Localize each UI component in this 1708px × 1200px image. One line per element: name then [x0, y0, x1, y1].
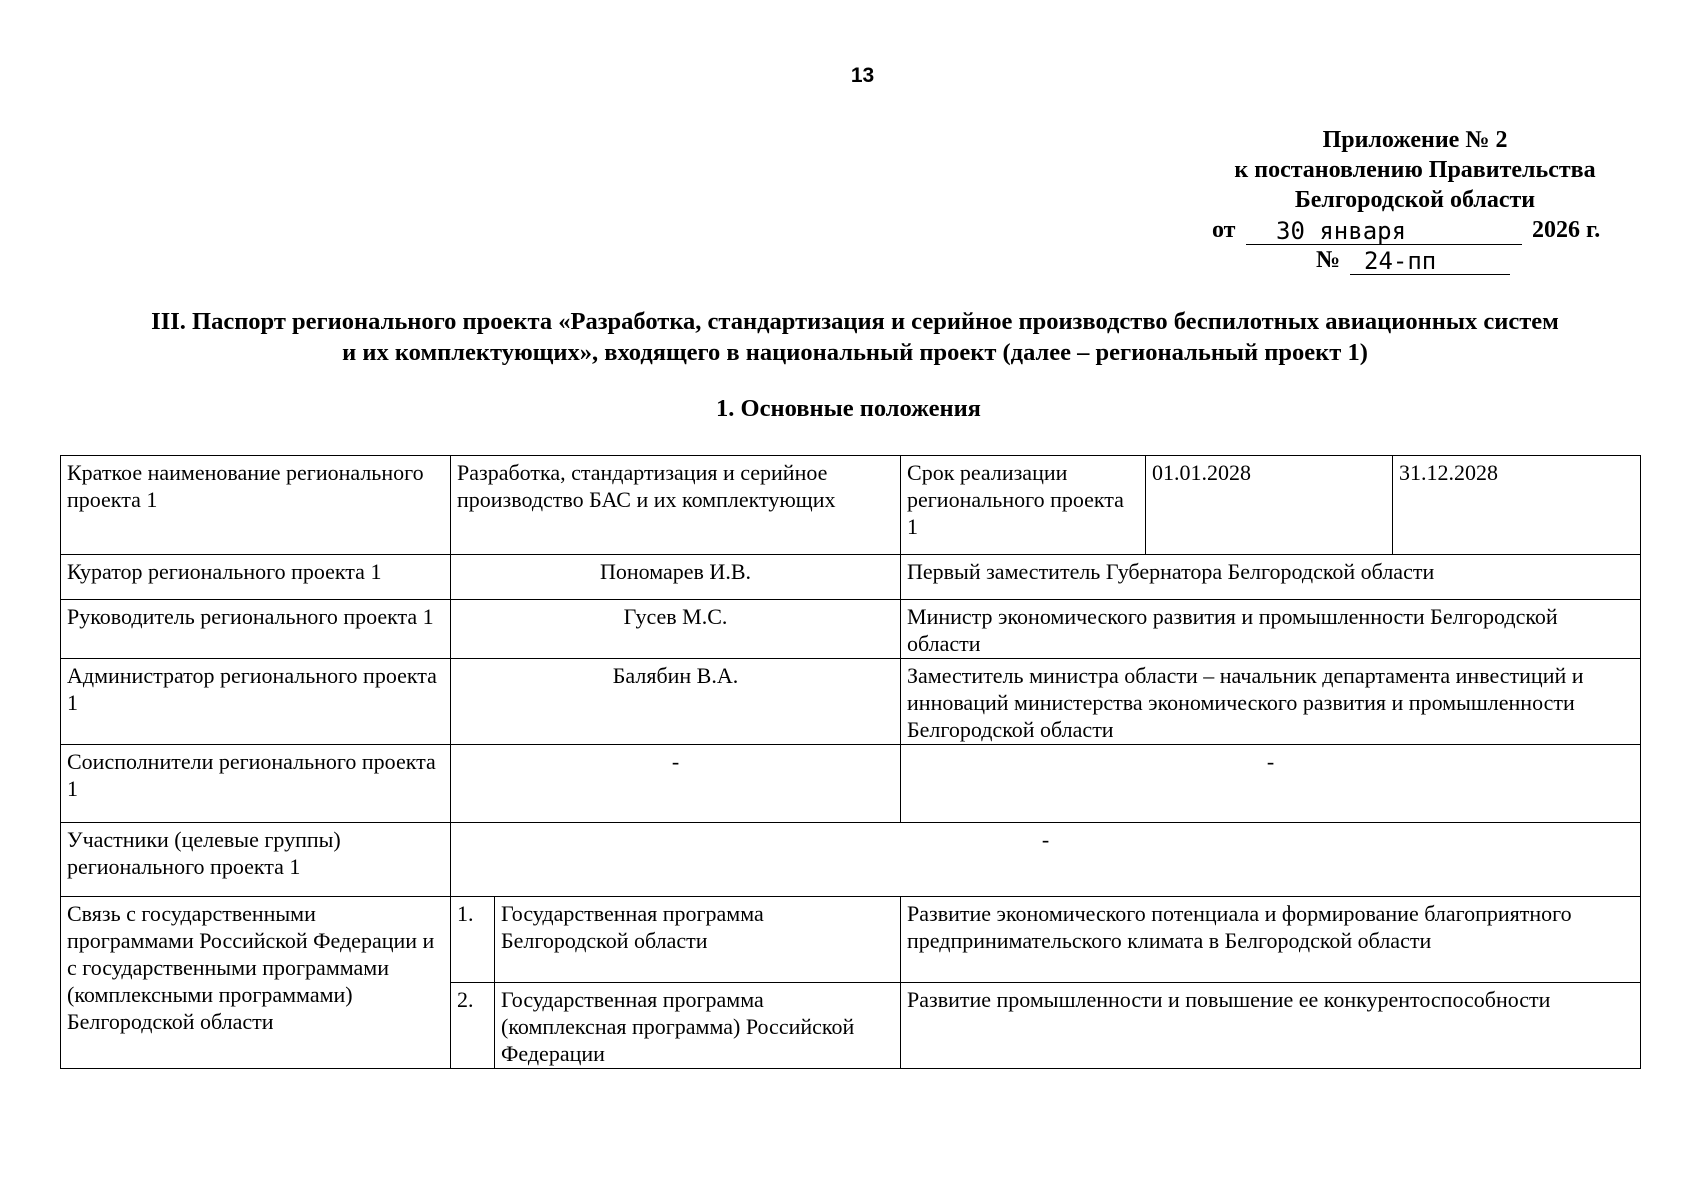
date-value: 30 января	[1246, 217, 1522, 245]
term-label: Срок реализации регионального проекта 1	[901, 456, 1146, 555]
appendix-header	[1180, 125, 1650, 215]
admin-name: Балябин В.А.	[451, 659, 901, 745]
head-position: Министр экономического развития и промышленности Белгородской области	[901, 600, 1641, 659]
table-row	[61, 555, 1641, 600]
document-title-line-1: III. Паспорт регионального проекта «Разработка, стандартизация и серийное производство беспилотных авиационных систем	[151, 308, 1559, 335]
short-name-value: Разработка, стандартизация и серийное производство БАС и их комплектующих	[451, 456, 901, 555]
number-value: 24-пп	[1350, 247, 1510, 275]
date-year: 2026 г.	[1532, 217, 1601, 243]
document-title-line-2: и их комплектующих», входящего в национальный проект (далее – региональный проект 1)	[342, 339, 1368, 366]
document-title	[60, 306, 1650, 368]
program-1-type: Государственная программа Белгородской области	[495, 897, 901, 983]
appendix-date-line	[1212, 217, 1682, 249]
table-row	[61, 659, 1641, 745]
table-row	[61, 823, 1641, 897]
page-number: 13	[850, 64, 875, 87]
link-label: Связь с государственными программами Российской Федерации и с государственными программами (комплексными программами) Белгородской области	[61, 897, 451, 1069]
term-end: 31.12.2028	[1393, 456, 1641, 555]
coexec-name: -	[451, 745, 901, 823]
table-row	[61, 600, 1641, 659]
appendix-line-1: Приложение № 2	[1322, 127, 1508, 153]
date-prefix: от	[1212, 217, 1236, 243]
table-row	[61, 897, 1641, 983]
admin-label: Администратор регионального проекта 1	[61, 659, 451, 745]
program-1-name: Развитие экономического потенциала и формирование благоприятного предпринимательского климата в Белгородской области	[901, 897, 1641, 983]
appendix-line-3: Белгородской области	[1294, 187, 1536, 213]
program-2-num: 2.	[451, 983, 495, 1069]
program-1-num: 1.	[451, 897, 495, 983]
head-label: Руководитель регионального проекта 1	[61, 600, 451, 659]
coexec-position: -	[901, 745, 1641, 823]
participants-label: Участники (целевые группы) регионального проекта 1	[61, 823, 451, 897]
short-name-label: Краткое наименование регионального проекта 1	[61, 456, 451, 555]
curator-label: Куратор регионального проекта 1	[61, 555, 451, 600]
program-2-name: Развитие промышленности и повышение ее конкурентоспособности	[901, 983, 1641, 1069]
table-row	[61, 456, 1641, 555]
term-start: 01.01.2028	[1146, 456, 1393, 555]
participants-value: -	[451, 823, 1641, 897]
section-title: 1. Основные положения	[716, 395, 981, 422]
program-2-type: Государственная программа (комплексная программа) Российской Федерации	[495, 983, 901, 1069]
curator-position: Первый заместитель Губернатора Белгородской области	[901, 555, 1641, 600]
passport-table	[60, 455, 1641, 1069]
coexec-label: Соисполнители регионального проекта 1	[61, 745, 451, 823]
curator-name: Пономарев И.В.	[451, 555, 901, 600]
number-prefix: №	[1316, 247, 1341, 273]
appendix-number-line	[1316, 247, 1516, 279]
admin-position: Заместитель министра области – начальник департамента инвестиций и инноваций министерства экономического развития и промышленности Белгородской области	[901, 659, 1641, 745]
appendix-line-2: к постановлению Правительства	[1234, 157, 1596, 183]
table-row	[61, 745, 1641, 823]
head-name: Гусев М.С.	[451, 600, 901, 659]
